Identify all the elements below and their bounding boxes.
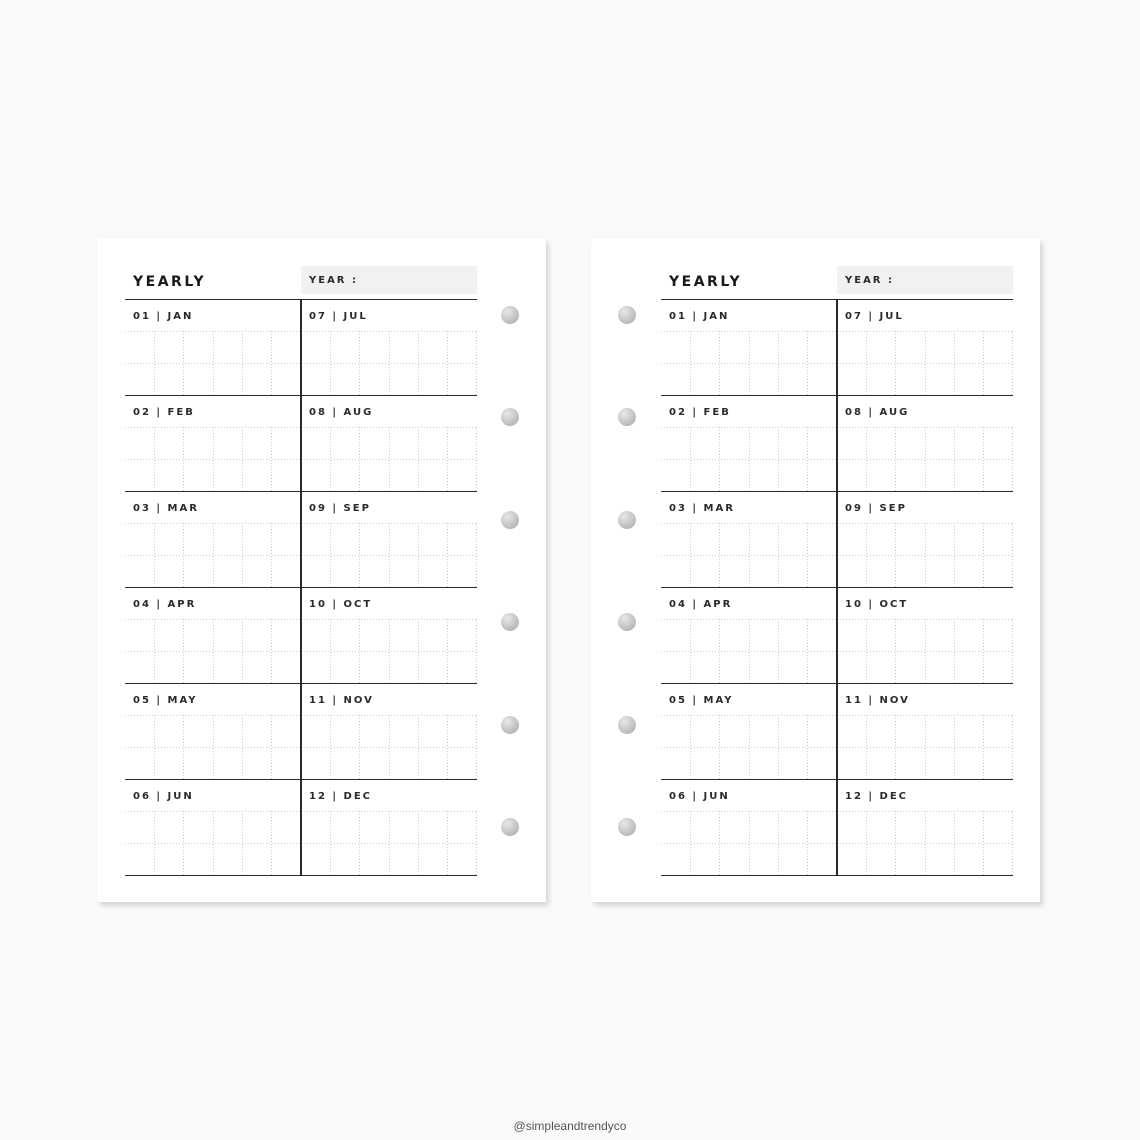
month-label: 06 | JUN (133, 791, 194, 802)
day-cells (661, 619, 837, 683)
month-block[interactable] (301, 300, 477, 396)
day-cells (301, 811, 477, 875)
month-label: 11 | NOV (845, 695, 910, 706)
month-block[interactable] (301, 492, 477, 588)
page-header (125, 266, 477, 300)
punch-hole-icon (501, 818, 519, 836)
month-block[interactable] (837, 684, 1013, 780)
planner-page-left (97, 238, 546, 902)
month-label: 01 | JAN (669, 311, 730, 322)
month-block[interactable] (661, 492, 837, 588)
punch-hole-icon (618, 613, 636, 631)
month-label: 09 | SEP (309, 503, 371, 514)
month-block[interactable] (661, 588, 837, 684)
day-cells (301, 523, 477, 587)
month-block[interactable] (125, 588, 301, 684)
year-label: YEAR : (309, 275, 358, 286)
punch-hole-icon (618, 716, 636, 734)
day-cells (661, 811, 837, 875)
day-cells (125, 619, 301, 683)
month-label: 02 | FEB (133, 407, 195, 418)
page-header (661, 266, 1013, 300)
month-label: 11 | NOV (309, 695, 374, 706)
punch-hole-icon (501, 306, 519, 324)
day-cells (661, 715, 837, 779)
day-cells (837, 715, 1013, 779)
month-block[interactable] (301, 780, 477, 876)
day-cells (301, 619, 477, 683)
month-block[interactable] (125, 300, 301, 396)
year-field[interactable] (301, 266, 477, 294)
planner-page-right (591, 238, 1040, 902)
month-block[interactable] (837, 396, 1013, 492)
page-title: YEARLY (133, 274, 207, 290)
month-block[interactable] (125, 780, 301, 876)
month-label: 05 | MAY (669, 695, 734, 706)
day-cells (125, 715, 301, 779)
month-label: 04 | APR (133, 599, 197, 610)
month-block[interactable] (837, 780, 1013, 876)
month-label: 02 | FEB (669, 407, 731, 418)
month-block[interactable] (301, 684, 477, 780)
month-label: 07 | JUL (845, 311, 904, 322)
punch-hole-icon (501, 511, 519, 529)
day-cells (301, 331, 477, 395)
year-field[interactable] (837, 266, 1013, 294)
month-label: 08 | AUG (845, 407, 910, 418)
month-label: 10 | OCT (845, 599, 909, 610)
day-cells (661, 331, 837, 395)
month-block[interactable] (125, 396, 301, 492)
month-label: 10 | OCT (309, 599, 373, 610)
punch-hole-icon (618, 408, 636, 426)
month-label: 01 | JAN (133, 311, 194, 322)
month-block[interactable] (661, 396, 837, 492)
punch-hole-icon (501, 716, 519, 734)
punch-hole-icon (618, 511, 636, 529)
day-cells (301, 715, 477, 779)
month-label: 03 | MAR (669, 503, 735, 514)
month-label: 07 | JUL (309, 311, 368, 322)
day-cells (125, 331, 301, 395)
month-block[interactable] (837, 492, 1013, 588)
month-block[interactable] (837, 588, 1013, 684)
day-cells (125, 811, 301, 875)
day-cells (837, 427, 1013, 491)
month-label: 06 | JUN (669, 791, 730, 802)
page-title: YEARLY (669, 274, 743, 290)
day-cells (125, 523, 301, 587)
month-label: 05 | MAY (133, 695, 198, 706)
month-block[interactable] (661, 300, 837, 396)
day-cells (837, 619, 1013, 683)
watermark-credit: @simpleandtrendyco (513, 1119, 627, 1133)
day-cells (837, 523, 1013, 587)
punch-hole-icon (618, 818, 636, 836)
day-cells (661, 427, 837, 491)
day-cells (301, 427, 477, 491)
month-block[interactable] (301, 588, 477, 684)
month-block[interactable] (125, 492, 301, 588)
month-label: 09 | SEP (845, 503, 907, 514)
day-cells (837, 811, 1013, 875)
month-block[interactable] (125, 684, 301, 780)
punch-hole-icon (501, 613, 519, 631)
punch-hole-icon (501, 408, 519, 426)
month-block[interactable] (661, 780, 837, 876)
month-label: 04 | APR (669, 599, 733, 610)
month-block[interactable] (301, 396, 477, 492)
day-cells (125, 427, 301, 491)
month-block[interactable] (661, 684, 837, 780)
day-cells (661, 523, 837, 587)
punch-hole-icon (618, 306, 636, 324)
month-grid (661, 299, 1013, 876)
month-label: 08 | AUG (309, 407, 374, 418)
day-cells (837, 331, 1013, 395)
month-label: 12 | DEC (845, 791, 909, 802)
year-label: YEAR : (845, 275, 894, 286)
month-block[interactable] (837, 300, 1013, 396)
month-label: 03 | MAR (133, 503, 199, 514)
month-label: 12 | DEC (309, 791, 373, 802)
month-grid (125, 299, 477, 876)
